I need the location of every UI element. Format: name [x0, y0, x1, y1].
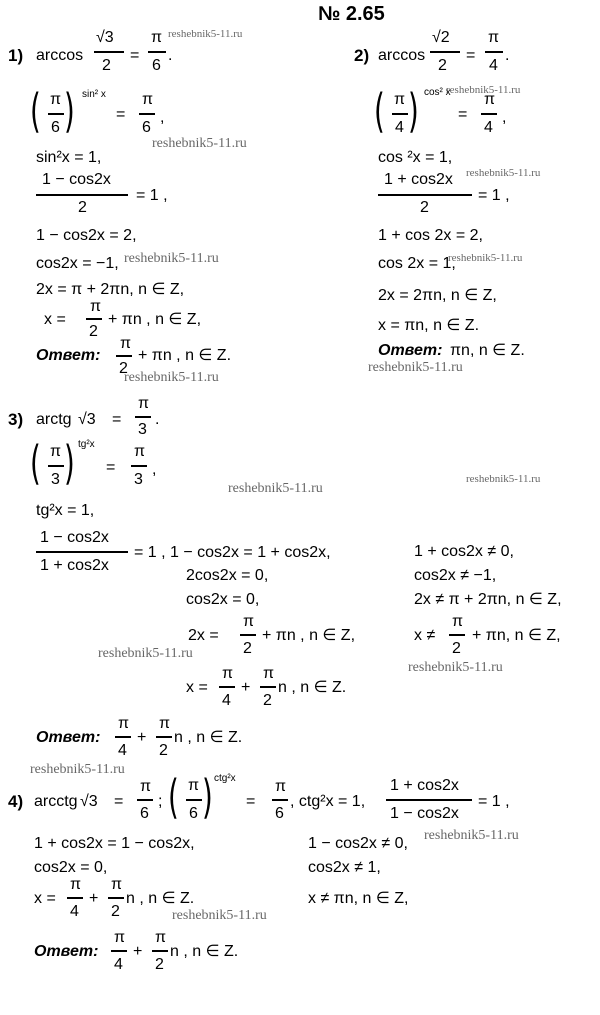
part-3-answer-num: π [118, 715, 130, 732]
part-4-head-pi: π [140, 778, 152, 795]
part-3-line-3: tg²x = 1, [36, 502, 95, 519]
part-2-line-4-den: 2 [420, 199, 429, 216]
part-3-line-r4-den: 2 [452, 640, 461, 657]
watermark: reshebnik5-11.ru [228, 481, 323, 496]
part-1-head-fn: arccos [36, 47, 84, 64]
part-3-label: 3) [8, 410, 24, 429]
part-4-label: 4) [8, 792, 24, 811]
part-2-head-dot: . [505, 47, 510, 64]
part-2-head-pi: π [488, 29, 500, 46]
part-3-pow-pi: π [50, 443, 62, 460]
part-1-line-6: cos2x = −1, [36, 255, 119, 272]
part-1-line-3: sin²x = 1, [36, 149, 102, 166]
part-3-pow-comma: , [152, 461, 157, 478]
part-1-line-8-den: 2 [89, 323, 98, 340]
part-2-line-7: 2x = 2πn, n ∈ Z, [378, 287, 497, 304]
watermark: reshebnik5-11.ru [446, 84, 521, 96]
part-1-head-pi: π [151, 29, 163, 46]
part-4-answer-num: π [114, 929, 126, 946]
part-1-line-4-num: 1 − cos2x [42, 171, 111, 188]
watermark: reshebnik5-11.ru [424, 828, 519, 843]
watermark: reshebnik5-11.ru [466, 167, 541, 179]
watermark: reshebnik5-11.ru [172, 908, 267, 923]
watermark: reshebnik5-11.ru [124, 370, 219, 385]
part-2-head-four: 4 [489, 57, 498, 74]
part-4-head-tail: , ctg²x = 1, [290, 793, 366, 810]
part-3-line-c3-den: 2 [243, 640, 252, 657]
part-4-line-4-num2: π [111, 876, 123, 893]
part-3-line-r1: 1 + cos2x ≠ 0, [414, 543, 514, 560]
part-4-head-eq: = [114, 793, 124, 810]
part-4-line-r4: x ≠ πn, n ∈ Z, [308, 890, 409, 907]
part-3-line-r4-num: π [452, 613, 464, 630]
part-4-answer-num2: π [155, 929, 167, 946]
part-4-answer-rhs: n , n ∈ Z. [170, 943, 239, 960]
part-1-label: 1) [8, 46, 24, 65]
part-4-line-4-num: π [70, 876, 82, 893]
part-4-head-frhs: = 1 , [478, 793, 510, 810]
watermark: reshebnik5-11.ru [30, 762, 125, 777]
part-3-line-c3-lhs: 2x = [188, 627, 219, 644]
part-3-line-c2: cos2x = 0, [186, 591, 260, 608]
part-1-answer-num: π [120, 335, 132, 352]
part-1-answer-rhs: + πn , n ∈ Z. [138, 347, 232, 364]
part-3-line-c4-den: 4 [222, 692, 231, 709]
part-3-line-c3-num: π [243, 613, 255, 630]
part-2-pow-comma: , [502, 109, 507, 126]
part-3-answer-mid: + [137, 729, 147, 746]
part-4-line-4-mid: + [89, 890, 99, 907]
watermark: reshebnik5-11.ru [408, 660, 503, 675]
part-3-line-r3: 2x ≠ π + 2πn, n ∈ Z, [414, 591, 562, 608]
part-3-head-three: 3 [138, 421, 147, 438]
part-4-head-fnum: 1 + cos2x [390, 777, 459, 794]
part-3-line-c4-mid: + [241, 679, 251, 696]
part-3-head-pi: π [138, 395, 150, 412]
part-3-line-c4-lhs: x = [186, 679, 208, 696]
part-1-line-5: 1 − cos2x = 2, [36, 227, 137, 244]
watermark: reshebnik5-11.ru [124, 251, 219, 266]
part-1-pow-exp: sin² x [82, 89, 106, 100]
part-4-answer-den2: 2 [155, 956, 164, 973]
part-1-line-8-lhs: x = [44, 311, 66, 328]
problem-number: № 2.65 [318, 3, 385, 25]
part-2-line-3: cos ²x = 1, [378, 149, 453, 166]
part-2-pow-rpi: π [484, 91, 496, 108]
part-3-line-4-rhs: = 1 , 1 − cos2x = 1 + cos2x, [134, 544, 331, 561]
part-3-head-dot: . [155, 411, 160, 428]
part-2-answer-rhs: πn, n ∈ Z. [450, 342, 525, 359]
part-4-pow-eq: = [246, 793, 256, 810]
watermark: reshebnik5-11.ru [152, 136, 247, 151]
part-3-head-eq: = [112, 411, 122, 428]
part-3-line-r4-lhs: x ≠ [414, 627, 436, 644]
part-3-pow-den: 3 [51, 471, 60, 488]
part-3-line-r2: cos2x ≠ −1, [414, 567, 497, 584]
part-3-answer-label: Ответ: [36, 729, 101, 746]
part-4-head-semi: ; [158, 793, 163, 810]
part-2-head-fn: arccos [378, 47, 426, 64]
part-1-line-7: 2x = π + 2πn, n ∈ Z, [36, 281, 185, 298]
part-4-head-fn: arcctg [34, 793, 78, 810]
part-2-head-den: 2 [438, 57, 447, 74]
part-4-head-fden: 1 − cos2x [390, 805, 459, 822]
part-1-head-dot: . [168, 47, 173, 64]
part-4-line-r2: 1 − cos2x ≠ 0, [308, 835, 408, 852]
part-1-head-six: 6 [152, 57, 161, 74]
part-3-line-4-num: 1 − cos2x [40, 529, 109, 546]
part-4-line-r3: cos2x ≠ 1, [308, 859, 381, 876]
part-1-pow-pi: π [50, 91, 62, 108]
part-1-head-eq: = [130, 47, 140, 64]
part-2-pow-exp: cos² x [424, 87, 451, 98]
part-1-pow-comma: , [160, 109, 165, 126]
part-4-line-2: 1 + cos2x = 1 − cos2x, [34, 835, 195, 852]
part-1-pow-rpi: π [142, 91, 154, 108]
watermark: reshebnik5-11.ru [466, 473, 541, 485]
part-2-line-4-num: 1 + cos2x [384, 171, 453, 188]
part-3-line-c4-num2: π [263, 665, 275, 682]
part-1-head-den: 2 [102, 57, 111, 74]
part-4-pow-rden: 6 [275, 805, 284, 822]
part-2-pow-den: 4 [395, 119, 404, 136]
part-3-line-c4-rhs: n , n ∈ Z. [278, 679, 347, 696]
part-4-pow-den: 6 [189, 805, 198, 822]
part-3-answer-den: 4 [118, 742, 127, 759]
part-1-pow-rden: 6 [142, 119, 151, 136]
watermark: reshebnik5-11.ru [448, 252, 523, 264]
part-2-head-num: √2 [432, 29, 450, 46]
part-2-answer-label: Ответ: [378, 342, 443, 359]
part-1-answer-label: Ответ: [36, 347, 101, 364]
part-4-line-4-den: 4 [70, 903, 79, 920]
watermark: reshebnik5-11.ru [368, 360, 463, 375]
part-1-pow-eq: = [116, 106, 126, 123]
part-4-head-six: 6 [140, 805, 149, 822]
part-3-pow-exp: tg²x [78, 439, 95, 450]
part-4-answer-label: Ответ: [34, 943, 99, 960]
part-2-line-4-rhs: = 1 , [478, 187, 510, 204]
part-3-answer-num2: π [159, 715, 171, 732]
part-4-pow-exp: ctg²x [214, 773, 236, 784]
part-1-line-8-rhs: + πn , n ∈ Z, [108, 311, 202, 328]
part-3-line-c4-num: π [222, 665, 234, 682]
part-4-line-4-rhs: n , n ∈ Z. [126, 890, 195, 907]
part-4-answer-mid: + [133, 943, 143, 960]
part-2-pow-rden: 4 [484, 119, 493, 136]
part-3-answer-den2: 2 [159, 742, 168, 759]
part-1-pow-den: 6 [51, 119, 60, 136]
part-2-pow-eq: = [458, 106, 468, 123]
part-3-line-r4-rhs: + πn, n ∈ Z, [472, 627, 561, 644]
watermark: reshebnik5-11.ru [168, 28, 243, 40]
part-3-line-4-den: 1 + cos2x [40, 557, 109, 574]
part-1-answer-den: 2 [119, 360, 128, 377]
part-4-answer-den: 4 [114, 956, 123, 973]
part-2-line-5: 1 + cos 2x = 2, [378, 227, 483, 244]
watermark: reshebnik5-11.ru [98, 646, 193, 661]
part-4-line-3: cos2x = 0, [34, 859, 108, 876]
part-3-head-fn: arctg [36, 411, 72, 428]
part-2-line-8: x = πn, n ∈ Z. [378, 317, 480, 334]
part-1-line-4-den: 2 [78, 199, 87, 216]
part-3-line-c1: 2cos2x = 0, [186, 567, 269, 584]
part-3-line-c4-den2: 2 [263, 692, 272, 709]
part-3-pow-eq: = [106, 459, 116, 476]
part-3-pow-rpi: π [134, 443, 146, 460]
part-3-pow-rden: 3 [134, 471, 143, 488]
part-4-line-4-den2: 2 [111, 903, 120, 920]
part-2-line-6: cos 2x = 1, [378, 255, 456, 272]
part-4-line-4-lhs: x = [34, 890, 56, 907]
part-2-head-eq: = [466, 47, 476, 64]
part-1-head-num: √3 [96, 29, 114, 46]
part-1-line-4-rhs: = 1 , [136, 187, 168, 204]
part-4-pow-rpi: π [275, 778, 287, 795]
part-1-line-8-num: π [90, 298, 102, 315]
part-2-pow-pi: π [394, 91, 406, 108]
part-4-head-arg: √3 [80, 793, 98, 810]
part-3-answer-rhs: n , n ∈ Z. [174, 729, 243, 746]
part-3-head-arg: √3 [78, 411, 96, 428]
part-2-label: 2) [354, 46, 370, 65]
part-3-line-c3-rhs: + πn , n ∈ Z, [262, 627, 356, 644]
part-4-pow-pi: π [188, 777, 200, 794]
